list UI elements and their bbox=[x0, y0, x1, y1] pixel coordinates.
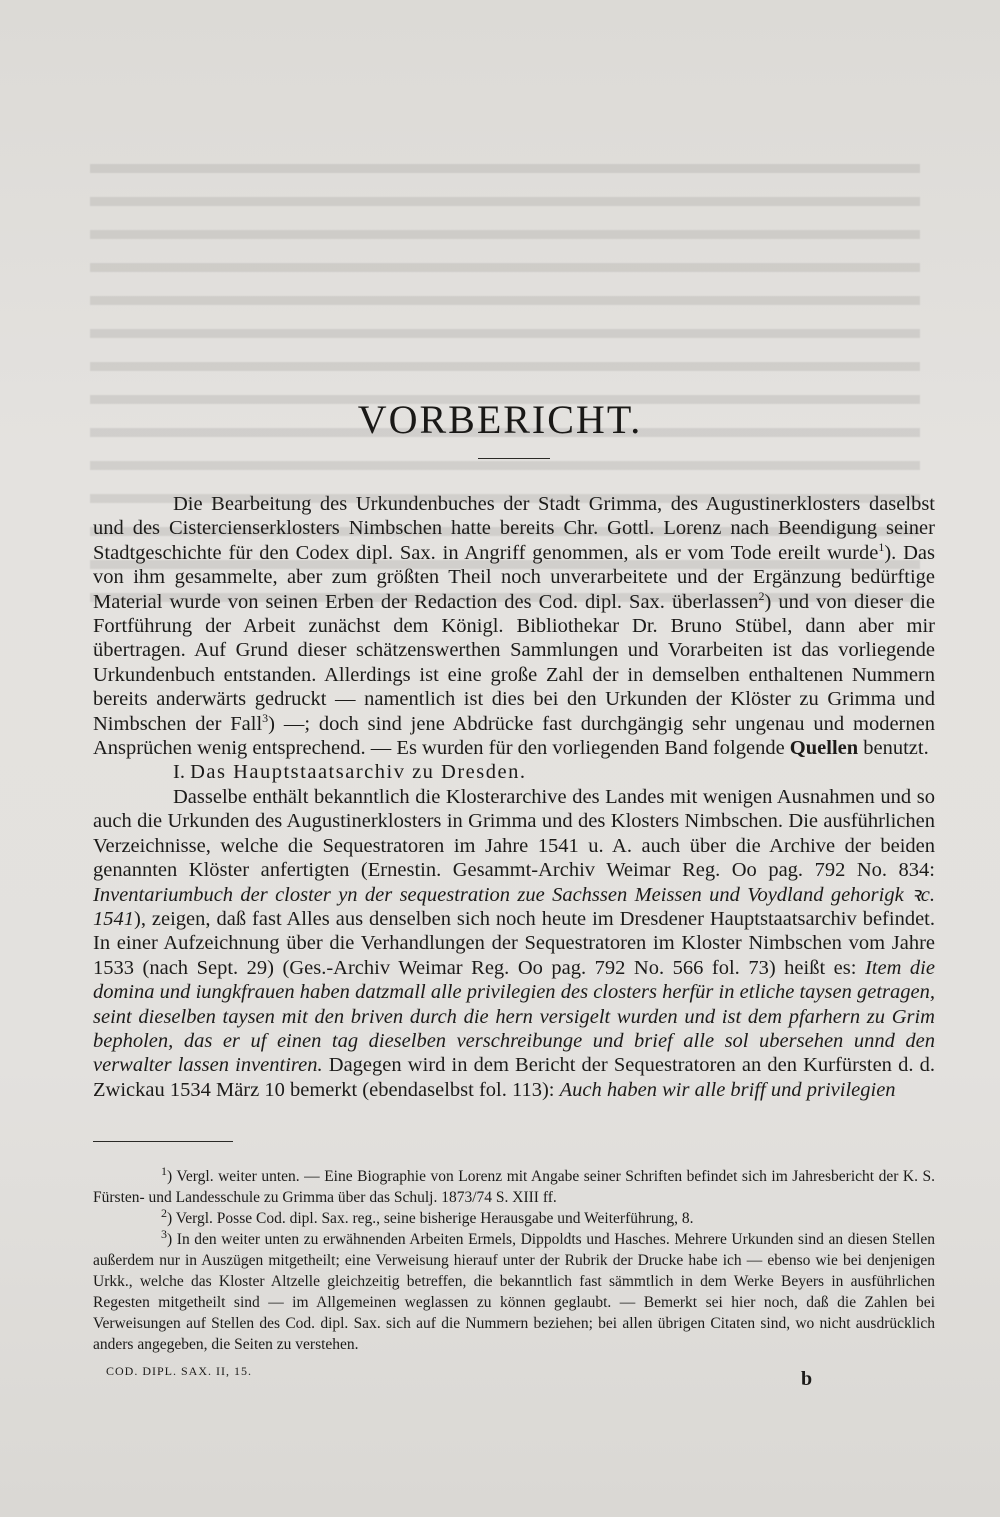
footnote-3: $^3$) In den weiter unten zu erwähnenden Arbeiten Ermels, Dippoldts und Hasches. Mehrere Urkunden sind an diesen Stellen außerdem nur in Auszügen mitgetheilt; eine Verweisung hierauf unter der Rubrik der Drucke habe ich — ebenso wie bei denjenigen Urkk., welche das Kloster Altzelle gleichzeitig betreffen, die bekanntlich fast sämmtlich in dem Werke Beyers in ausführlichen Regesten mitgetheilt sind — im Allgemeinen weglassen zu können geglaubt. — Bemerkt sei hier noch, daß die Zahlen bei Verweisungen auf Stellen des Cod. dipl. Sax. sich auf die Nummern beziehen; bei allen übrigen Citaten sind, wo nicht ausdrücklich anders angegeben, die Seiten zu verstehen. bbox=[93, 1226, 935, 1353]
quellen-term: Quellen bbox=[789, 737, 859, 760]
main-text bbox=[93, 492, 935, 1102]
title-divider bbox=[478, 458, 550, 459]
footnotes bbox=[93, 1163, 935, 1355]
section-heading: I. Das Hauptstaatsarchiv zu Dresden. bbox=[173, 761, 527, 784]
signature-code: COD. DIPL. SAX. II, 15. bbox=[106, 1364, 252, 1378]
signature-letter: b bbox=[801, 1368, 813, 1390]
footnote-ref-3: 3 bbox=[262, 710, 269, 725]
page-footer bbox=[93, 1364, 935, 1394]
footnote-2: $^2$) Vergl. Posse Cod. dipl. Sax. reg., seine bisherige Herausgabe und Weiterführung, 8. bbox=[161, 1205, 694, 1227]
page-title: VORBERICHT. bbox=[357, 397, 643, 442]
show-through-texture bbox=[0, 140, 1000, 530]
archive-paragraph: Dasselbe enthält bekanntlich die Klosterarchive des Landes mit wenigen Ausnahmen und so auch die Urkunden des Augustinerklosters in Grimma und des Klosters Nimbschen. Die ausführlichen Verzeichnisse, welche die Sequestratoren im Jahre 1541 u. A. auch über die Archive der beiden genannten Klöster anfertigten (Ernestin. Gesammt-Archiv Weimar Reg. Oo pag. 792 No. 834: Inventariumbuch der closter yn der sequestration zue Sachssen Meissen und Voydland gehorigk ꝛc. 1541), zeigen, daß fast Alles aus denselben sich noch heute im Dresdener Hauptstaatsarchiv befindet. In einer Aufzeichnung über die Verhandlungen der Sequestratoren im Kloster Nimbschen vom Jahre 1533 (nach Sept. 29) (Ges.-Archiv Weimar Reg. Oo pag. 792 No. 566 fol. 73) heißt es: Item die domina und iungkfrauen haben datzmall alle privilegien des closters herfür in etliche taysen getragen, seint dieselben taysen mit den briven durch die hern versigelt wurden und ist dem pfarhern zu Grim bepholen, das er uf einen tag dieselben verschreibunge und brief alle sol ubersehen unnd den verwalter lassen inventiren. Dagegen wird in dem Bericht der Sequestratoren an den Kurfürsten d. d. Zwickau 1534 März 10 bemerkt (ebendaselbst fol. 113): Auch haben wir alle briff und privilegien bbox=[93, 785, 935, 1101]
intro-paragraph: Die Bearbeitung des Urkundenbuches der Stadt Grimma, des Augustinerklosters daselbst und des Cistercienserklosters Nimbschen hatte bereits Chr. Gottl. Lorenz nach Beendigung seiner Stadtgeschichte für den Codex dipl. Sax. in Angriff genommen, als er vom Tode ereilt wurde$^1$). Das von ihm gesammelte, aber zum größten Theil noch unverarbeitete und der Ergänzung bedürftige Material wurde von seinen Erben der Redaction des Cod. dipl. Sax. überlassen$^2$) und von dieser die Fortführung der Arbeit zunächst dem Königl. Bibliothekar Dr. Bruno Stübel, dann aber mir übertragen. Auf Grund dieser schätzenswerthen Sammlungen und Vorarbeiten ist das vorliegende Urkundenbuch entstanden. Allerdings ist eine große Zahl der in demselben enthaltenen Nummern bereits anderwärts gedruckt — namentlich ist dies bei den Urkunden der Klöster zu Grimma und Nimbschen der Fall$^3$) —; doch sind jene Abdrücke fast durchgängig sehr ungenau und modernen Ansprüchen wenig entsprechend. — Es wurden für den vorliegenden Band folgende Quellen benutzt. bbox=[93, 493, 935, 760]
footnote-ref-1: 1 bbox=[878, 539, 885, 554]
footnote-1: $^1$) Vergl. weiter unten. — Eine Biographie von Lorenz mit Angabe seiner Schriften befindet sich im Jahresbericht der K. S. Fürsten- und Landesschule zu Grimma über das Schulj. 1873/74 S. XIII ff. bbox=[93, 1163, 935, 1206]
footnote-divider bbox=[93, 1141, 233, 1142]
footnote-ref-2: 2 bbox=[758, 588, 765, 603]
